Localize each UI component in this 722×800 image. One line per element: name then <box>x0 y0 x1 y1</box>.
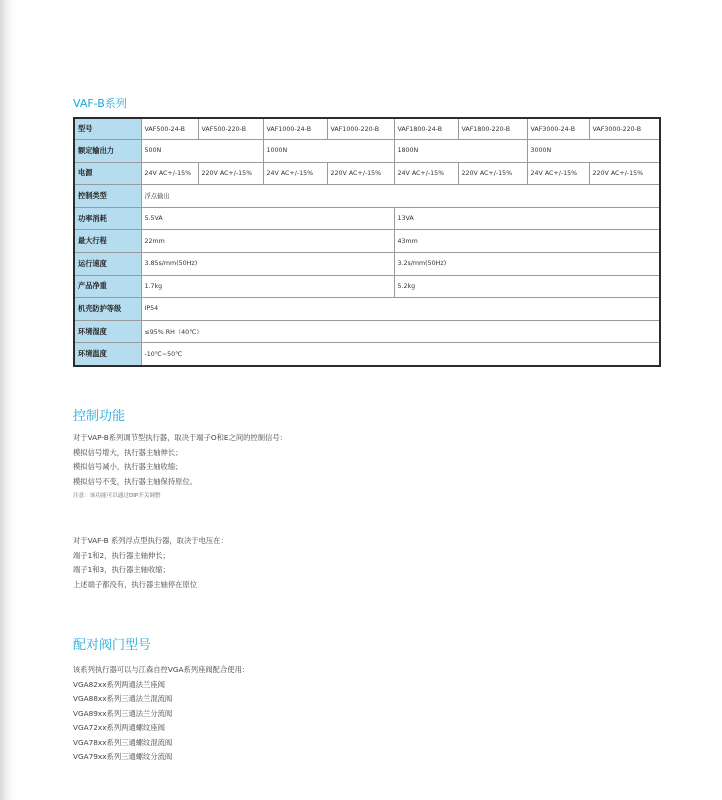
row-label: 环境湿度 <box>74 320 141 343</box>
spec-section-title: VAF-B系列 <box>73 97 127 110</box>
table-row <box>74 275 660 298</box>
table-cell: 220V AC+/-15% <box>458 162 527 185</box>
table-cell: 220V AC+/-15% <box>198 162 263 185</box>
table-row <box>74 140 660 163</box>
text-line: 端子1和2，执行器主轴伸长； <box>73 550 170 560</box>
list-item: VGA88xx系列三通法兰混流阀 <box>73 694 173 703</box>
table-row <box>74 343 660 366</box>
table-row <box>74 252 660 275</box>
text-line: 对于VAP-B系列调节型执行器，取决于端子O和E之间的控制信号： <box>73 433 287 442</box>
table-cell: 24V AC+/-15% <box>527 162 589 185</box>
row-label: 产品净重 <box>74 275 141 298</box>
row-label: 型号 <box>74 118 141 140</box>
table-cell: VAF500-220-B <box>198 118 263 140</box>
list-item: VGA78xx系列三通螺纹混流阀 <box>73 737 173 747</box>
row-label: 功率消耗 <box>74 207 141 230</box>
table-row <box>74 207 660 230</box>
table-cell: IP54 <box>141 298 660 321</box>
text-line: 该系列执行器可以与江森自控VGA系列座阀配合使用： <box>73 665 250 674</box>
table-row <box>74 118 660 140</box>
table-cell: 24V AC+/-15% <box>141 162 198 185</box>
table-cell: VAF1800-220-B <box>458 118 527 140</box>
control-section-title: 控制功能 <box>73 409 126 424</box>
table-cell: 22mm <box>141 230 394 253</box>
table-cell: 5.5VA <box>141 207 394 230</box>
list-item: VGA82xx系列两通法兰座阀 <box>73 679 165 689</box>
table-cell: 浮点输出 <box>141 185 660 208</box>
text-line: 模拟信号增大，执行器主轴伸长； <box>73 447 183 457</box>
valve-section-title: 配对阀门型号 <box>73 638 152 653</box>
table-cell: 1.7kg <box>141 275 394 298</box>
list-item: VGA79xx系列三通螺纹分流阀 <box>73 752 173 761</box>
table-cell: 3000N <box>527 140 660 163</box>
table-cell: VAF3000-220-B <box>589 118 660 140</box>
page-edge-shadow <box>0 0 14 800</box>
text-line: 端子1和3，执行器主轴收缩； <box>73 565 170 574</box>
table-cell: VAF500-24-B <box>141 118 198 140</box>
table-cell: ≤95% RH（40℃） <box>141 320 660 343</box>
row-label: 电源 <box>74 162 141 185</box>
control-paragraph-2 <box>73 534 228 592</box>
row-label: 环境温度 <box>74 343 141 366</box>
table-cell: 43mm <box>394 230 660 253</box>
table-cell: 24V AC+/-15% <box>263 162 327 185</box>
text-line: 模拟信号不变，执行器主轴保持原位。 <box>73 476 198 486</box>
table-cell: 1000N <box>263 140 394 163</box>
table-cell: VAF3000-24-B <box>527 118 589 140</box>
text-line: 对于VAF-B 系列浮点型执行器，取决于电压在： <box>73 536 228 545</box>
valve-list <box>73 663 249 765</box>
table-cell: 3.2s/mm(50Hz) <box>394 252 660 275</box>
table-row <box>74 185 660 208</box>
text-line: 模拟信号减小，执行器主轴收缩； <box>73 462 183 471</box>
list-item: VGA89xx系列三通法兰分流阀 <box>73 708 173 718</box>
table-cell: 5.2kg <box>394 275 660 298</box>
table-cell: 13VA <box>394 207 660 230</box>
table-cell: VAF1800-24-B <box>394 118 458 140</box>
table-row <box>74 320 660 343</box>
table-cell: 220V AC+/-15% <box>589 162 660 185</box>
table-cell: 220V AC+/-15% <box>327 162 394 185</box>
control-paragraph-1 <box>73 431 287 504</box>
text-line: 上述端子都没有，执行器主轴停在原位 <box>73 579 198 589</box>
table-row <box>74 298 660 321</box>
row-label: 额定输出力 <box>74 140 141 163</box>
table-cell: -10℃~50℃ <box>141 343 660 366</box>
table-cell: 24V AC+/-15% <box>394 162 458 185</box>
row-label: 机壳防护等级 <box>74 298 141 321</box>
row-label: 控制类型 <box>74 185 141 208</box>
table-cell: VAF1000-24-B <box>263 118 327 140</box>
table-row <box>74 162 660 185</box>
spec-table <box>73 117 661 367</box>
table-cell: VAF1000-220-B <box>327 118 394 140</box>
list-item: VGA72xx系列两通螺纹座阀 <box>73 723 165 732</box>
table-cell: 500N <box>141 140 263 163</box>
note-text: 注意：该功能可以通过DIP开关调整 <box>73 493 161 499</box>
table-row <box>74 230 660 253</box>
table-cell: 3.85s/mm(50Hz) <box>141 252 394 275</box>
row-label: 最大行程 <box>74 230 141 253</box>
row-label: 运行速度 <box>74 252 141 275</box>
table-cell: 1800N <box>394 140 527 163</box>
